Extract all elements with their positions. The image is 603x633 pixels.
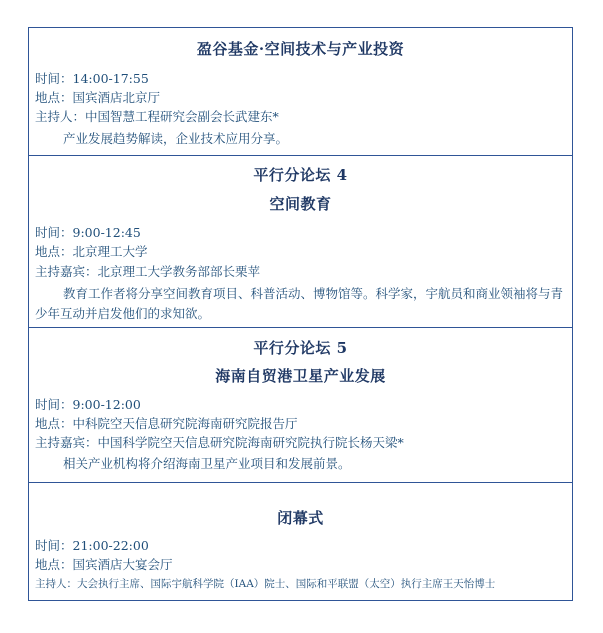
- session-place: 地点：北京理工大学: [35, 244, 148, 259]
- forum-number: 平行分论坛 5: [253, 339, 348, 357]
- session-host: 主持嘉宾：北京理工大学教务部部长栗苹: [35, 264, 261, 279]
- forum-number: 平行分论坛 4: [253, 166, 348, 184]
- session-time: 时间：14:00-17:55: [35, 71, 149, 86]
- session-place: 地点：国宾酒店北京厅: [35, 90, 161, 105]
- session-block-forum-4: [29, 156, 572, 328]
- session-host: 主持人：大会执行主席、国际宇航科学院（IAA）院士、国际和平联盟（太空）执行主席王天怡博士: [35, 578, 496, 590]
- session-title: 盈谷基金·空间技术与产业投资: [196, 40, 405, 58]
- session-time: 时间：9:00-12:45: [35, 225, 141, 240]
- schedule-table: [28, 27, 573, 601]
- session-title: 空间教育: [269, 195, 332, 213]
- session-block-closing: [29, 483, 572, 600]
- session-host: 主持人：中国智慧工程研究会副会长武建东*: [35, 109, 279, 124]
- session-time: 时间：21:00-22:00: [35, 538, 149, 553]
- session-time: 时间：9:00-12:00: [35, 397, 141, 412]
- session-description: 产业发展趋势解读，企业技术应用分享。: [63, 131, 289, 146]
- session-title: 闭幕式: [277, 509, 324, 527]
- session-block-forum-5: [29, 328, 572, 483]
- session-place: 地点：国宾酒店大宴会厅: [35, 557, 173, 572]
- session-description: 相关产业机构将介绍海南卫星产业项目和发展前景。: [63, 456, 351, 471]
- session-title: 海南自贸港卫星产业发展: [215, 367, 386, 385]
- session-place: 地点：中科院空天信息研究院海南研究院报告厅: [35, 416, 298, 431]
- session-block-investment: [29, 28, 572, 156]
- session-host: 主持嘉宾：中国科学院空天信息研究院海南研究院执行院长杨天梁*: [35, 435, 404, 450]
- session-description: 教育工作者将分享空间教育项目、科普活动、博物馆等。科学家，宇航员和商业领袖将与青少年互动并启发他们的求知欲。: [35, 286, 564, 321]
